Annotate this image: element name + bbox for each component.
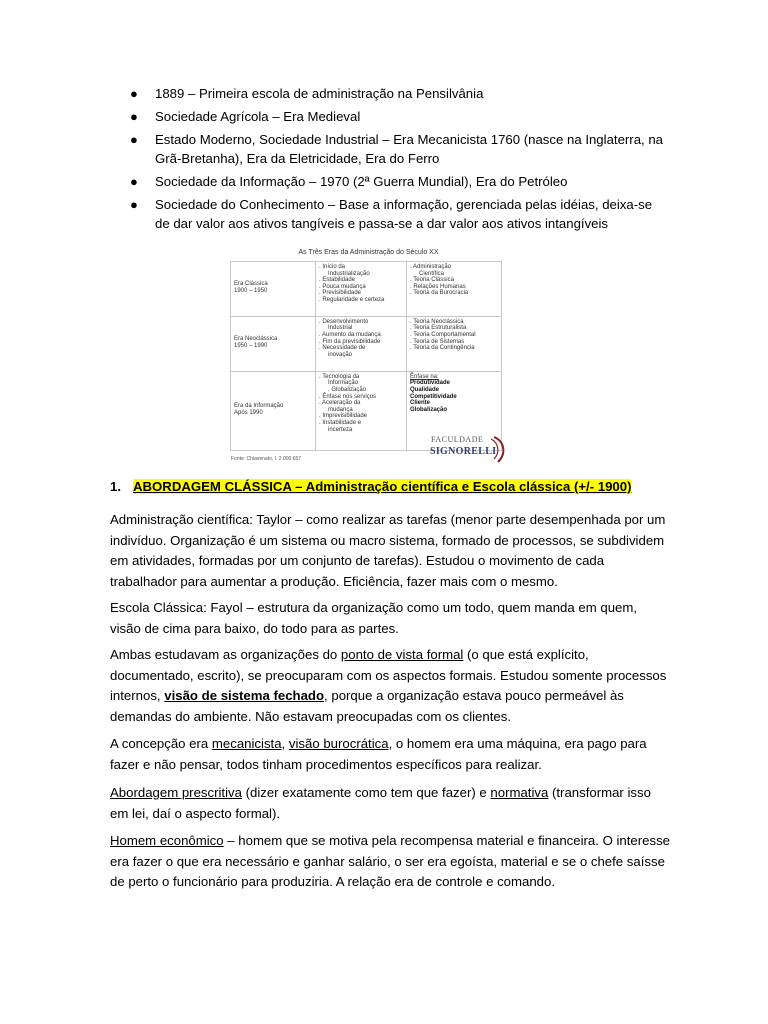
cell-line: Competitividade bbox=[410, 393, 457, 400]
list-item bbox=[110, 130, 670, 168]
era-years: 1900 – 1950 bbox=[234, 287, 268, 294]
underlined-text: normativa bbox=[490, 785, 549, 800]
signorelli-logo bbox=[428, 435, 508, 465]
cell-line: . Globalização bbox=[328, 386, 367, 393]
characteristics-cell bbox=[316, 262, 407, 317]
cell-line: . Instabilidade e bbox=[319, 419, 362, 426]
era-cell bbox=[231, 316, 316, 371]
cell-line: Industrial bbox=[328, 325, 353, 332]
paragraph-taylor: Administração científica: Taylor – como realizar as tarefas (menor parte desempenhada por um indivíduo. Organização é um sistema ou macro sistema, formado de processos, se subdividem em atividades, formadas por um conjunto de tarefas). Estudou o movimento de cada trabalhador para aumentar a produção. Eficiência, fazer mais com o mesmo. bbox=[110, 512, 666, 589]
characteristics-cell bbox=[316, 371, 407, 450]
era-years: Após 1990 bbox=[234, 409, 263, 416]
figure-source: Fonte: Chiavenato, I. 2.000:657 bbox=[231, 456, 302, 462]
cell-line: . Necessidade de bbox=[319, 345, 366, 352]
list-item bbox=[110, 195, 670, 233]
cell-line: . Início da bbox=[319, 264, 346, 270]
underlined-text: visão burocrática bbox=[288, 736, 389, 751]
cell-line: Produtividade bbox=[410, 380, 451, 387]
bullet-icon: ● bbox=[130, 109, 138, 124]
cell-line: . Administração bbox=[410, 264, 452, 270]
cell-line: . Fim da previsibilidade bbox=[319, 338, 381, 345]
cell-line: incerteza bbox=[328, 426, 353, 433]
cell-line: Industrialização bbox=[328, 270, 370, 277]
cell-line: . Regularidade e certeza bbox=[319, 296, 385, 303]
underlined-text: mecanicista bbox=[211, 736, 282, 751]
text-span: , o homem era uma máquina, era pago para fazer e não pensar, todos tinham procedimentos específicos para realizar. bbox=[110, 736, 647, 772]
underlined-bold-text: visão de sistema fechado bbox=[164, 688, 325, 703]
cell-line: . Teoria da Contingência bbox=[410, 345, 475, 352]
list-item bbox=[110, 172, 670, 191]
table-row bbox=[231, 262, 502, 317]
bullet-text: Sociedade da Informação – 1970 (2ª Guerra Mundial), Era do Petróleo bbox=[155, 174, 568, 189]
logo-faculdade: FACULDADE bbox=[431, 435, 484, 444]
text-span: , bbox=[281, 736, 289, 751]
paragraph-ambas bbox=[110, 645, 670, 727]
cell-line: . Pouca mudança bbox=[319, 283, 366, 290]
eras-table-figure bbox=[229, 249, 508, 467]
underlined-text: ponto de vista formal bbox=[340, 647, 464, 662]
heading-text: ABORDAGEM CLÁSSICA – Administração científica e Escola clássica (+/- 1900) bbox=[133, 479, 632, 494]
bullet-text: Estado Moderno, Sociedade Industrial – Era Mecanicista 1760 (nasce na Inglaterra, na Grã-Bretanha), Era da Eletricidade, Era do Ferro bbox=[155, 132, 664, 166]
cell-heading: Ênfase na: bbox=[410, 373, 439, 380]
paragraph-concepcao bbox=[110, 734, 670, 775]
cell-line: . Relações Humanas bbox=[410, 283, 466, 290]
underlined-text: Abordagem prescritiva bbox=[110, 785, 242, 800]
cell-line: inovação bbox=[328, 351, 353, 358]
bullet-icon: ● bbox=[130, 132, 138, 147]
cell-line: Qualidade bbox=[410, 386, 440, 393]
cell-line: . Teoria de Sistemas bbox=[410, 338, 465, 345]
cell-line: . Teoria Neoclássica bbox=[410, 318, 464, 325]
characteristics-cell bbox=[316, 316, 407, 371]
text-span: (dizer exatamente como tem que fazer) e bbox=[241, 785, 491, 800]
cell-line: Cliente bbox=[410, 400, 431, 407]
bullet-list bbox=[110, 84, 670, 237]
list-item bbox=[110, 84, 670, 103]
text-span: A concepção era bbox=[110, 736, 212, 751]
era-name: Era da Informação bbox=[234, 403, 284, 410]
cell-line: Globalização bbox=[410, 406, 448, 413]
paragraph-fayol: Escola Clássica: Fayol – estrutura da organização como um todo, quem manda em quem, visão de cima para baixo, do todo para as partes. bbox=[110, 600, 638, 636]
bullet-text: Sociedade Agrícola – Era Medieval bbox=[155, 109, 361, 124]
cell-line: . Aceleração da bbox=[319, 400, 361, 407]
text-span: (o que está explícito, documentado, escrito), se preocuparam com os aspectos formais. Estudou somente processos internos, bbox=[110, 647, 667, 703]
text-span: (transformar isso em lei, daí o aspecto formal). bbox=[110, 785, 651, 821]
underlined-text: Homem econômico bbox=[110, 833, 224, 848]
cell-line: Informação bbox=[328, 380, 359, 387]
figure-title: As Três Eras da Administração do Século XX bbox=[298, 249, 439, 256]
era-name: Era Clássica bbox=[234, 281, 268, 288]
table-row bbox=[231, 316, 502, 371]
cell-line: . Previsibilidade bbox=[319, 290, 362, 297]
era-years: 1950 – 1990 bbox=[234, 342, 268, 349]
text-span: Ambas estudavam as organizações do bbox=[110, 647, 341, 662]
era-cell bbox=[231, 262, 316, 317]
cell-line: . Teoria da Burocracia bbox=[410, 290, 469, 297]
text-span: – homem que se motiva pela recompensa material e financeira. O interesse era fazer o que era necessário e ganhar salário, o ser era egoísta, material e se o chefe saísse de perto o funcionário para produziria. A relação era de controle e comando. bbox=[110, 833, 671, 889]
era-cell bbox=[231, 371, 316, 450]
bullet-icon: ● bbox=[130, 174, 138, 189]
cell-line: . Teoria Clássica bbox=[410, 277, 454, 284]
list-item bbox=[110, 107, 670, 126]
cell-line: . Aumento da mudança bbox=[319, 332, 381, 339]
cell-line: . Ênfase nos serviços bbox=[319, 393, 377, 400]
eras-table bbox=[230, 261, 502, 451]
cell-line: . Teoria Comportamental bbox=[410, 332, 476, 339]
bullet-text: 1889 – Primeira escola de administração na Pensilvânia bbox=[155, 86, 484, 101]
cell-line: . Imprevisibilidade bbox=[319, 413, 368, 420]
cell-line: . Tecnologia da bbox=[319, 373, 360, 380]
cell-line: . Estabilidade bbox=[319, 277, 356, 284]
theories-cell bbox=[407, 262, 502, 317]
logo-signorelli: SIGNORELLI bbox=[430, 446, 497, 457]
bullet-icon: ● bbox=[130, 86, 138, 101]
cell-line: Científica bbox=[419, 270, 445, 277]
paragraph-homem-economico bbox=[110, 831, 670, 893]
cell-line: . Teoria Estruturalista bbox=[410, 325, 467, 332]
section-heading bbox=[110, 478, 631, 496]
bullet-icon: ● bbox=[130, 197, 138, 212]
heading-number: 1. bbox=[110, 479, 121, 494]
text-span: , porque a organização estava pouco permeável às demandas do ambiente. Não estavam preocupadas com os clientes. bbox=[110, 688, 624, 724]
cell-line: . Desenvolvimento bbox=[319, 318, 369, 325]
paragraph-abordagem bbox=[110, 783, 670, 824]
bullet-text: Sociedade do Conhecimento – Base a informação, gerenciada pelas idéias, deixa-se de dar valor aos ativos tangíveis e passa-se a dar valor aos ativos intangíveis bbox=[155, 197, 653, 231]
theories-cell bbox=[407, 316, 502, 371]
cell-line: mudança bbox=[328, 406, 353, 413]
era-name: Era Neoclássica bbox=[234, 336, 278, 343]
